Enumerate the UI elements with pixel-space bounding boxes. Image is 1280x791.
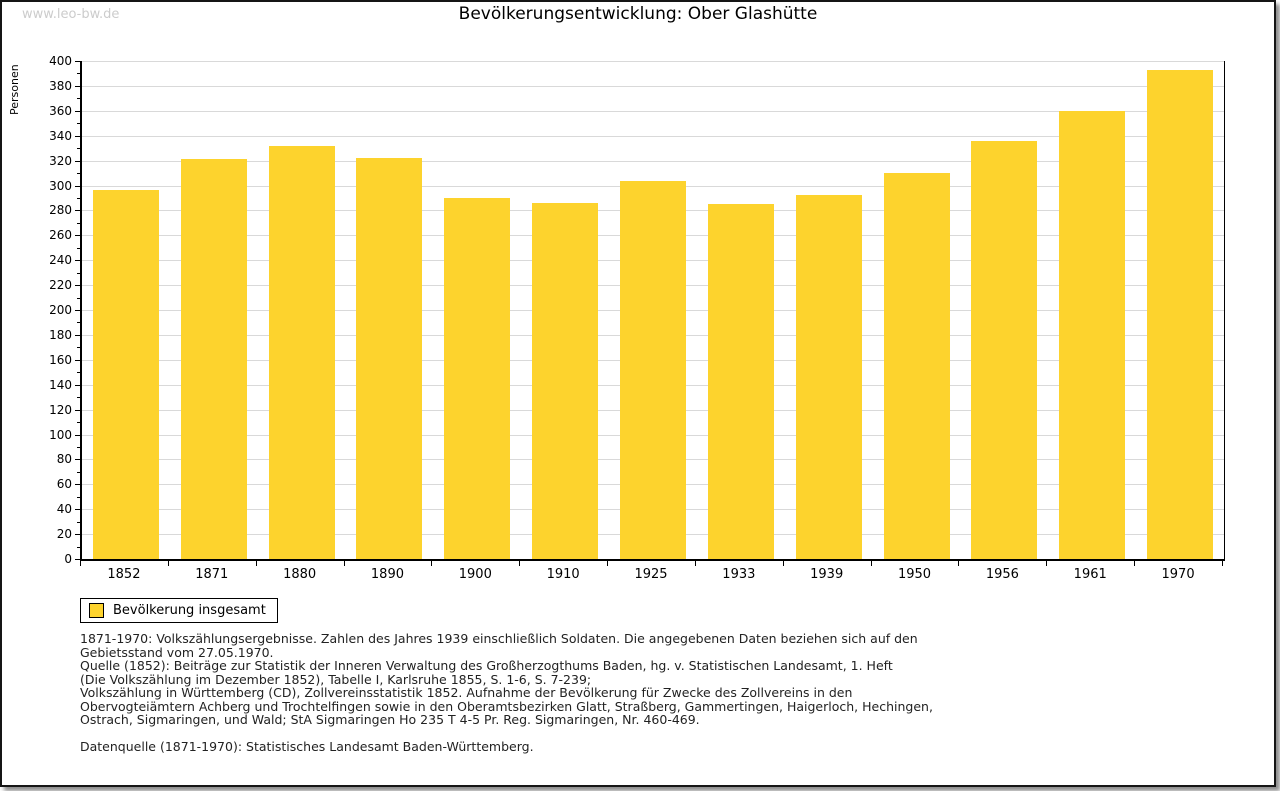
x-tick-label-1890: 1890 [370, 567, 404, 582]
bar-1880 [269, 146, 335, 559]
y-axis-minor-tick [77, 422, 80, 423]
y-tick-label-320: 320 [49, 153, 72, 168]
x-axis-tick [607, 561, 608, 566]
y-axis-major-tick [75, 534, 80, 535]
bar-1890 [356, 158, 422, 559]
bar-1939 [796, 195, 862, 559]
y-axis-major-tick [75, 111, 80, 112]
footnote-line-1: 1871-1970: Volkszählungsergebnisse. Zahlen des Jahres 1939 einschließlich Soldaten. Die angegebenen Daten beziehen sich auf den [80, 631, 918, 646]
x-tick-label-1939: 1939 [810, 567, 844, 582]
y-axis-minor-tick [77, 273, 80, 274]
x-tick-label-1956: 1956 [985, 567, 1019, 582]
y-axis-minor-tick [77, 472, 80, 473]
y-tick-label-260: 260 [49, 228, 72, 243]
bar-1950 [884, 173, 950, 559]
y-axis-major-tick [75, 186, 80, 187]
x-tick-label-1871: 1871 [195, 567, 229, 582]
x-tick-label-1852: 1852 [107, 567, 141, 582]
y-axis-minor-tick [77, 397, 80, 398]
y-tick-label-80: 80 [56, 452, 72, 467]
footnote-line-4: (Die Volkszählung im Dezember 1852), Tabelle I, Karlsruhe 1855, S. 1-6, S. 7-239; [80, 671, 592, 687]
y-axis-minor-tick [77, 547, 80, 548]
y-axis-minor-tick [77, 148, 80, 149]
y-axis-major-tick [75, 435, 80, 436]
x-axis-tick [783, 561, 784, 566]
y-tick-label-100: 100 [49, 427, 72, 442]
bar-1933 [708, 204, 774, 559]
y-axis-major-tick [75, 260, 80, 261]
x-tick-label-1950: 1950 [897, 567, 932, 582]
y-axis-major-tick [75, 161, 80, 162]
y-axis-major-tick [75, 410, 80, 411]
y-axis-minor-tick [77, 198, 80, 199]
y-axis-major-tick [75, 310, 80, 311]
y-axis-minor-tick [77, 522, 80, 523]
y-axis-minor-tick [77, 447, 80, 448]
y-axis-major-tick [75, 61, 80, 62]
x-axis-tick [1222, 561, 1223, 566]
y-tick-label-340: 340 [49, 128, 72, 143]
legend-label: Bevölkerung insgesamt [113, 603, 266, 618]
y-tick-label-300: 300 [49, 178, 72, 193]
y-axis-minor-tick [77, 347, 80, 348]
y-axis-major-tick [75, 484, 80, 485]
y-axis-minor-tick [77, 123, 80, 124]
y-axis-minor-tick [77, 98, 80, 99]
x-axis-tick [519, 561, 520, 566]
bar-1925 [620, 181, 686, 559]
x-tick-label-1925: 1925 [634, 567, 668, 582]
footnote-line-7: Ostrach, Sigmaringen, und Wald; StA Sigmaringen Ho 235 T 4-5 Pr. Reg. Sigmaringen, Nr. 460-469. [80, 712, 700, 727]
y-axis-major-tick [75, 335, 80, 336]
y-tick-label-60: 60 [56, 477, 72, 492]
footnotes [80, 632, 933, 754]
x-axis-tick [958, 561, 959, 566]
footnote-line-3: Quelle (1852): Beiträge zur Statistik der Inneren Verwaltung des Großherzogthums Baden, hg. v. Statistischen Landesamt, 1. Heft [80, 658, 893, 673]
footnote-line-6: Obervogteiämtern Achberg und Trochtelfingen sowie in den Oberamtsbezirken Glatt, Straßberg, Gammertingen, Haigerloch, Hechingen, [80, 698, 933, 714]
footnote-line-9: Datenquelle (1871-1970): Statistisches Landesamt Baden-Württemberg. [80, 739, 534, 754]
y-tick-label-240: 240 [49, 253, 72, 268]
bar-1970 [1147, 70, 1213, 559]
y-axis-major-tick [75, 360, 80, 361]
y-tick-label-200: 200 [49, 303, 72, 317]
y-axis-major-tick [75, 385, 80, 386]
x-axis-tick [168, 561, 169, 566]
legend [80, 598, 278, 623]
gridline-400 [82, 61, 1224, 62]
x-axis-tick [431, 561, 432, 566]
x-tick-label-1933: 1933 [722, 567, 756, 582]
y-axis-major-tick [75, 136, 80, 137]
x-tick-label-1961: 1961 [1073, 567, 1107, 582]
gridline-380 [82, 86, 1224, 87]
y-axis-minor-tick [77, 298, 80, 299]
legend-swatch-icon [89, 603, 104, 618]
y-tick-label-140: 140 [49, 377, 72, 392]
y-axis-minor-tick [77, 73, 80, 74]
page-title: Bevölkerungsentwicklung: Ober Glashütte [458, 4, 818, 24]
x-axis-tick [344, 561, 345, 566]
y-axis-minor-tick [77, 223, 80, 224]
x-axis-tick [1046, 561, 1047, 566]
y-axis-minor-tick [77, 372, 80, 373]
y-tick-label-380: 380 [49, 78, 72, 93]
y-tick-label-120: 120 [49, 402, 72, 417]
x-tick-label-1900: 1900 [458, 567, 492, 582]
x-tick-label-1910: 1910 [546, 567, 580, 582]
bar-1956 [971, 141, 1037, 559]
y-axis-major-tick [75, 285, 80, 286]
y-axis-major-tick [75, 86, 80, 87]
y-axis-minor-tick [77, 322, 80, 323]
bar-1852 [93, 190, 159, 559]
gridline-360 [82, 111, 1224, 112]
y-axis-minor-tick [77, 248, 80, 249]
bar-1900 [444, 198, 510, 559]
y-axis-minor-tick [77, 497, 80, 498]
y-tick-label-40: 40 [56, 502, 72, 517]
x-tick-label-1880: 1880 [283, 567, 317, 582]
gridline-320 [82, 161, 1224, 162]
x-axis-tick [80, 561, 81, 566]
y-axis-title: Personen [8, 64, 21, 115]
y-axis-major-tick [75, 235, 80, 236]
x-tick-label-1970: 1970 [1161, 567, 1195, 582]
footnote-line-8 [80, 727, 933, 741]
y-axis-major-tick [75, 509, 80, 510]
watermark: www.leo-bw.de [22, 7, 120, 22]
bar-1961 [1059, 111, 1125, 559]
plot-area [80, 61, 1225, 561]
y-axis-major-tick [75, 459, 80, 460]
y-tick-label-180: 180 [49, 327, 72, 342]
x-axis-tick [871, 561, 872, 566]
y-tick-label-400: 400 [49, 54, 72, 68]
y-tick-label-160: 160 [49, 352, 72, 367]
gridline-340 [82, 136, 1224, 137]
footnote-line-5: Volkszählung in Württemberg (CD), Zollvereinsstatistik 1852. Aufnahme der Bevölkerung für Zwecke des Zollvereins in den [80, 685, 853, 700]
x-axis-tick [1134, 561, 1135, 566]
x-axis-tick [695, 561, 696, 566]
footnote-line-2: Gebietsstand vom 27.05.1970. [80, 644, 274, 660]
y-tick-label-0: 0 [64, 552, 72, 566]
bar-1871 [181, 159, 247, 559]
y-tick-label-280: 280 [49, 203, 72, 218]
y-tick-label-360: 360 [49, 103, 72, 118]
y-axis-minor-tick [77, 173, 80, 174]
bar-1910 [532, 203, 598, 559]
y-tick-label-20: 20 [56, 527, 72, 542]
y-axis-major-tick [75, 210, 80, 211]
y-tick-label-220: 220 [49, 278, 72, 293]
x-axis-tick [256, 561, 257, 566]
y-axis-major-tick [75, 559, 80, 560]
